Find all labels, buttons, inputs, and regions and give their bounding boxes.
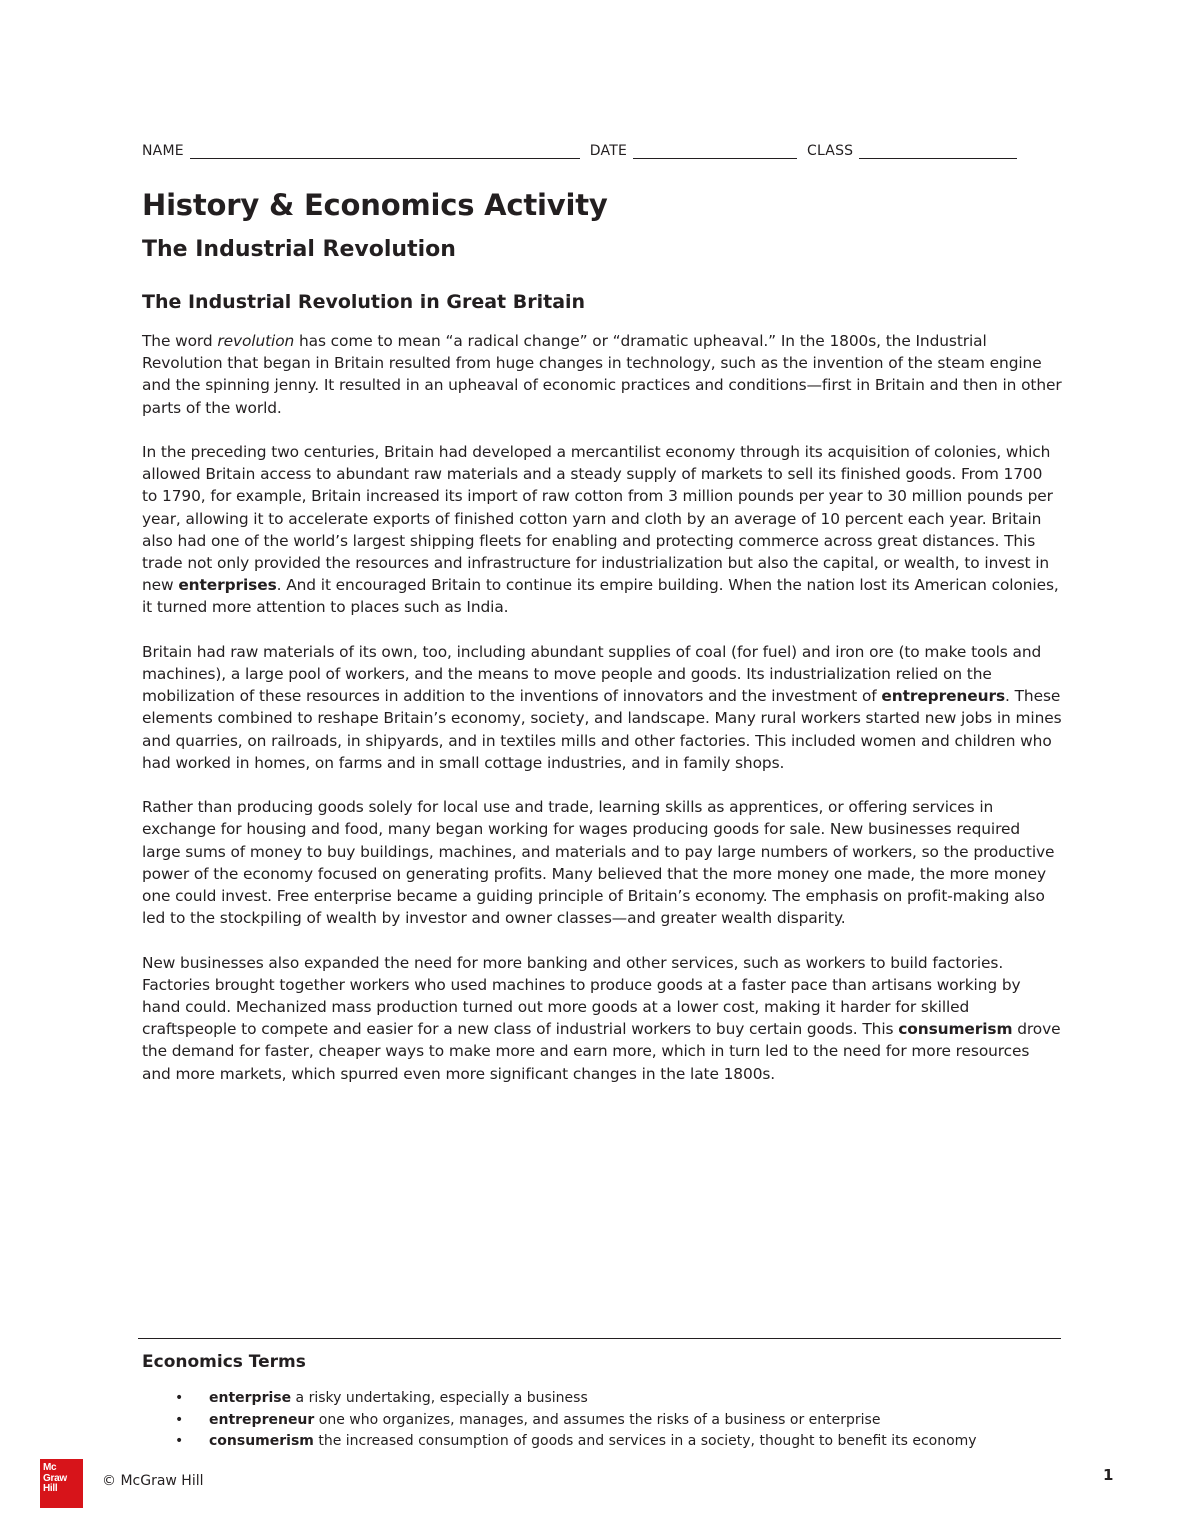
document-title: History & Economics Activity	[142, 188, 608, 222]
date-line	[633, 144, 797, 159]
term-item	[172, 1388, 1062, 1410]
terms-list	[172, 1388, 1062, 1453]
bullet-icon: •	[175, 1390, 184, 1406]
paragraph-5	[142, 952, 1062, 1085]
term-word: consumerism	[209, 1433, 314, 1449]
paragraph-5-text-b: drove the demand for faster, cheaper ways to make more and earn more, which in turn led to the need for more resources and more markets, which spurred even more significant changes in the late 1800s.	[142, 1020, 1061, 1083]
paragraph-1-text-a: The word	[142, 332, 218, 350]
paragraph-4-text: Rather than producing goods solely for local use and trade, learning skills as apprentices, or offering services in exchange for housing and food, many began working for wages producing goods for sale. New businesses required large sums of money to buy buildings, machines, and materials and to pay large numbers of workers, so the productive power of the economy focused on generating profits. Many believed that the more money one made, the more money one could invest. Free enterprise became a guiding principle of Britain’s economy. The emphasis on profit-making also led to the stockpiling of wealth by investor and owner classes—and greater wealth disparity.	[142, 798, 1055, 928]
date-label: DATE	[589, 143, 628, 159]
terms-divider	[138, 1338, 1061, 1339]
term-consumerism: consumerism	[898, 1020, 1013, 1039]
term-definition: the increased consumption of goods and services in a society, thought to benefit its economy	[313, 1433, 977, 1449]
bullet-icon: •	[175, 1411, 184, 1428]
paragraph-2	[142, 441, 1062, 619]
name-line	[190, 144, 580, 159]
section-heading: The Industrial Revolution in Great Britain	[142, 291, 586, 313]
page-number: 1	[1103, 1466, 1114, 1484]
paragraph-1-text-b: has come to mean “a radical change” or “dramatic upheaval.” In the 1800s, the Industrial Revolution that began in Britain resulted from huge changes in technology, such as the invention of the steam engine and the spinning jenny. It resulted in an upheaval of economic practices and conditions—first in Britain and then in other parts of the world.	[142, 332, 1062, 417]
term-word: enterprise	[209, 1390, 292, 1406]
mcgraw-hill-logo	[40, 1459, 83, 1508]
paragraph-5-text-a: New businesses also expanded the need for more banking and other services, such as workers to build factories. Factories brought together workers who used machines to produce goods at a faster pace than artisans working by hand could. Mechanized mass production turned out more goods at a lower cost, making it harder for skilled craftspeople to compete and easier for a new class of industrial workers to buy certain goods. This	[142, 953, 1021, 1039]
term-definition: one who organizes, manages, and assumes the risks of a business or enterprise	[314, 1411, 881, 1428]
term-enterprises: enterprises	[178, 576, 277, 595]
paragraph-1-emphasis: revolution	[217, 332, 295, 350]
term-item	[172, 1431, 1062, 1453]
class-label: CLASS	[807, 143, 854, 159]
document-subtitle: The Industrial Revolution	[142, 237, 456, 262]
name-label: NAME	[142, 143, 184, 159]
paragraph-2-text-a: In the preceding two centuries, Britain had developed a mercantilist economy through its acquisition of colonies, which allowed Britain access to abundant raw materials and a steady supply of markets to sell its finished goods. From 1700 to 1790, for example, Britain increased its import of raw cotton from 3 million pounds per year to 30 million pounds per year, allowing it to accelerate exports of finished cotton yarn and cloth by an average of 10 percent each year. Britain also had one of the world’s largest shipping fleets for enabling and protecting commerce across great distances. This trade not only provided the resources and infrastructure for industrialization but also the capital, or wealth, to invest in new	[142, 443, 1053, 595]
term-word: entrepreneur	[209, 1411, 315, 1428]
paragraph-4	[142, 796, 1062, 929]
paragraph-3	[142, 641, 1062, 774]
paragraph-3-text-b: . These elements combined to reshape Britain’s economy, society, and landscape. Many rural workers started new jobs in mines and quarries, on railroads, in shipyards, and in textiles mills and other factories. This included women and children who had worked in homes, on farms and in small cottage industries, and in family shops.	[142, 687, 1062, 772]
term-definition: a risky undertaking, especially a business	[291, 1390, 588, 1406]
bullet-icon: •	[175, 1433, 184, 1449]
terms-heading: Economics Terms	[142, 1352, 306, 1372]
term-entrepreneurs: entrepreneurs	[881, 687, 1006, 706]
paragraph-3-text-a: Britain had raw materials of its own, too, including abundant supplies of coal (for fuel) and iron ore (to make tools and machines), a large pool of workers, and the means to move people and goods. Its industrialization relied on the mobilization of these resources in addition to the inventions of innovators and the investment of	[142, 642, 1042, 706]
logo-line-3: Hill	[43, 1483, 58, 1494]
student-info-fields	[142, 143, 1042, 159]
paragraph-2-text-b: . And it encouraged Britain to continue its empire building. When the nation lost its American colonies, it turned more attention to places such as India.	[142, 576, 1059, 617]
class-line	[859, 144, 1017, 159]
body-text	[142, 330, 1062, 1107]
term-item	[172, 1410, 1062, 1432]
paragraph-1	[142, 330, 1062, 419]
logo-line-2: Graw	[43, 1472, 67, 1484]
copyright-text: © McGraw Hill	[102, 1473, 204, 1489]
logo-line-1: Mc	[43, 1462, 57, 1473]
